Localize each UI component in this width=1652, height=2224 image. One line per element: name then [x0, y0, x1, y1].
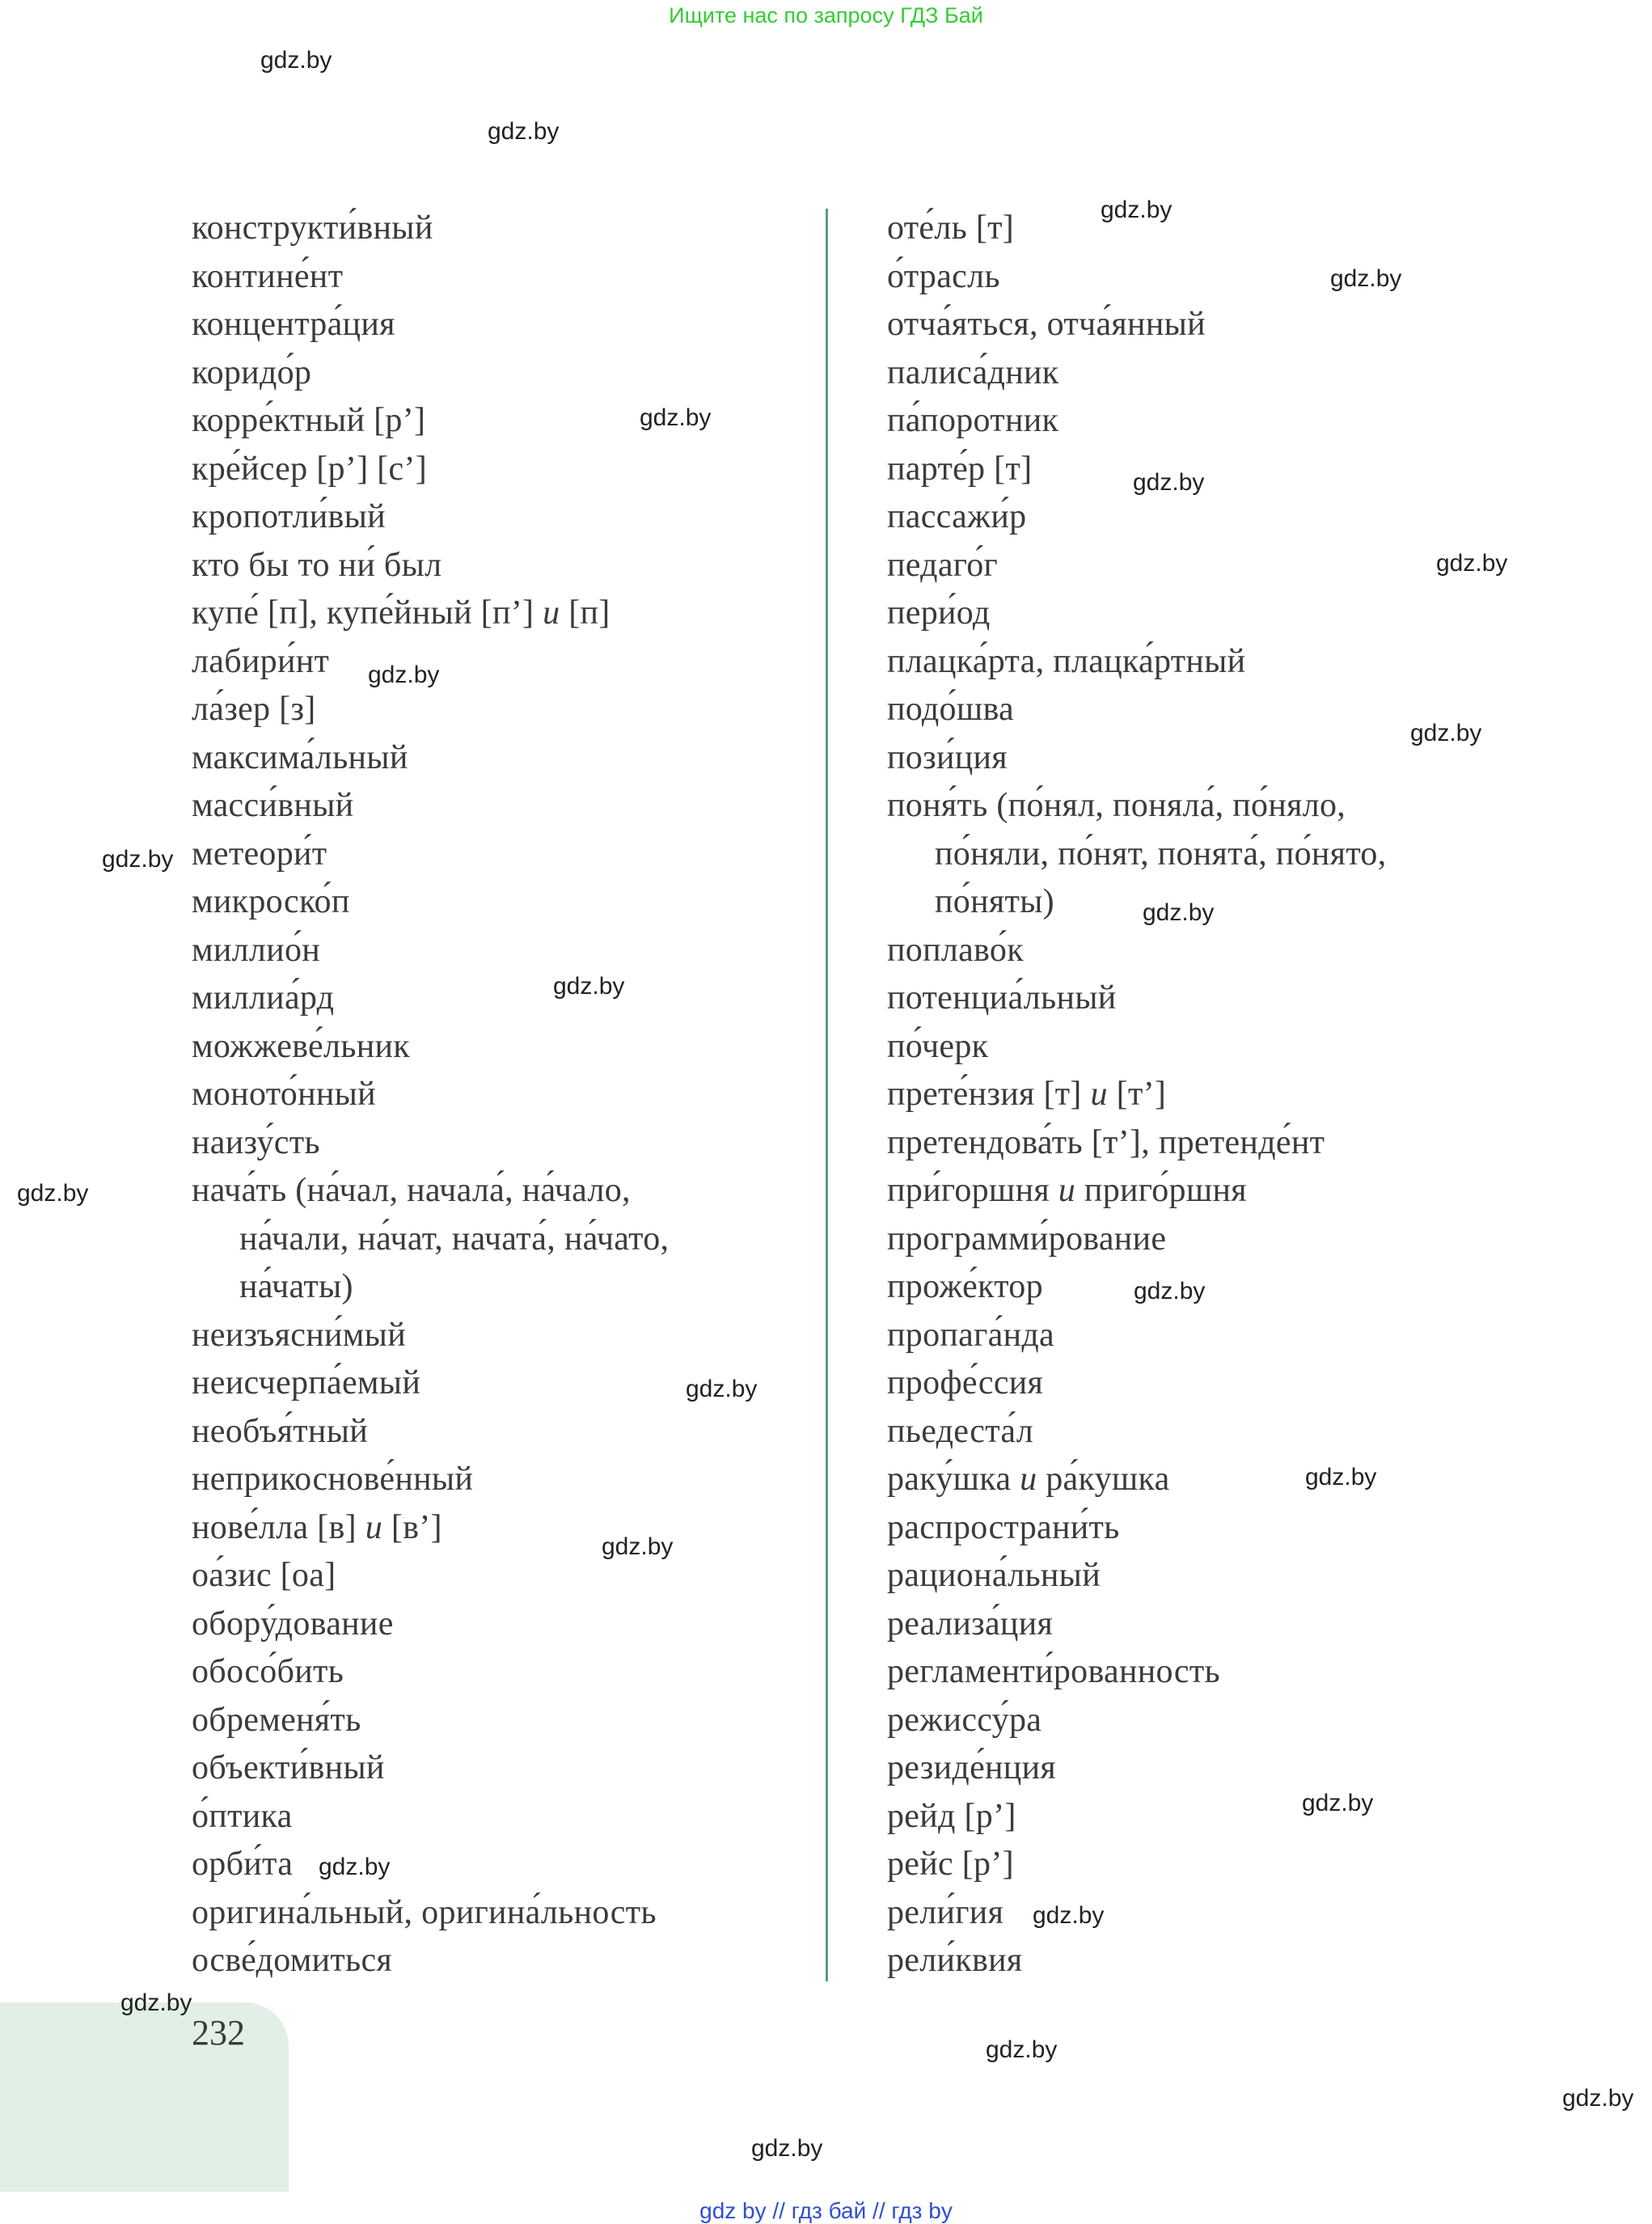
conjunction-i: и [1058, 1172, 1076, 1209]
dictionary-entry: проже́ктор [887, 1268, 1043, 1305]
column-divider [826, 209, 828, 1981]
watermark: gdz.by [1330, 265, 1402, 292]
dictionary-entry: кре́йсер [р’] [с’] [192, 450, 427, 488]
dictionary-entry: профе́ссия [887, 1364, 1044, 1402]
dictionary-entry: рейд [р’] [887, 1797, 1016, 1835]
dictionary-entry: объекти́вный [192, 1749, 385, 1786]
dictionary-entry: плацка́рта, плацка́ртный [887, 642, 1246, 680]
dictionary-entry: рели́гия [887, 1893, 1004, 1931]
dictionary-entry: прете́нзия [т] и [т’] [887, 1076, 1167, 1113]
conjunction-i: и [1020, 1461, 1037, 1498]
dictionary-entry: пропага́нда [887, 1316, 1054, 1354]
dictionary-entry: о́трасль [887, 257, 1000, 295]
dictionary-entry: необъя́тный [192, 1412, 369, 1450]
dictionary-entry: рациона́льный [887, 1557, 1101, 1594]
watermark: gdz.by [640, 404, 712, 431]
dictionary-entry: микроско́п [192, 883, 350, 920]
dictionary-entry: миллиа́рд [192, 979, 335, 1017]
watermark: gdz.by [1101, 197, 1172, 223]
watermark: gdz.by [1133, 469, 1205, 496]
dictionary-entry: обременя́ть [192, 1701, 361, 1739]
dictionary-entry: кто бы то ни́ был [192, 546, 442, 584]
dictionary-entry: по́черк [887, 1027, 989, 1065]
watermark: gdz.by [120, 1989, 192, 2016]
watermark: gdz.by [1305, 1464, 1377, 1490]
watermark: gdz.by [1410, 720, 1482, 746]
dictionary-entry: метеори́т [192, 835, 327, 873]
watermark: gdz.by [488, 118, 560, 145]
watermark: gdz.by [319, 1854, 391, 1880]
watermark: gdz.by [986, 2036, 1058, 2063]
watermark: gdz.by [1562, 2085, 1634, 2112]
dictionary-entry: поплаво́к [887, 931, 1024, 969]
conjunction-i: и [1090, 1076, 1108, 1113]
page-number-tab [0, 2002, 289, 2192]
watermark: gdz.by [1134, 1278, 1206, 1304]
dictionary-entry: по́няты) [935, 883, 1054, 920]
watermark: gdz.by [1436, 550, 1508, 577]
dictionary-entry: педаго́г [887, 546, 999, 584]
dictionary-entry: претендова́ть [т’], претенде́нт [887, 1123, 1325, 1161]
dictionary-entry: резиде́нция [887, 1749, 1056, 1786]
watermark: gdz.by [1033, 1902, 1105, 1929]
dictionary-entry: распространи́ть [887, 1508, 1120, 1546]
dictionary-entry: потенциа́льный [887, 979, 1117, 1017]
dictionary-entry: рели́квия [887, 1942, 1023, 1979]
conjunction-i: и [365, 1508, 382, 1546]
dictionary-entry: программи́рование [887, 1220, 1167, 1258]
watermark: gdz.by [17, 1180, 89, 1207]
dictionary-entry: при́горшня и приго́ршня [887, 1172, 1247, 1209]
dictionary-entry: купе́ [п], купе́йный [п’] и [п] [192, 594, 611, 632]
dictionary-entry: корре́ктный [р’] [192, 402, 426, 439]
dictionary-entry: отча́яться, отча́янный [887, 306, 1206, 343]
dictionary-entry: пьедеста́л [887, 1412, 1033, 1450]
page-number: 232 [192, 2013, 245, 2053]
dictionary-entry: осве́домиться [192, 1942, 393, 1979]
dictionary-entry: раку́шка и ра́кушка [887, 1461, 1170, 1498]
dictionary-entry: палиса́дник [887, 353, 1059, 391]
dictionary-entry: па́поротник [887, 402, 1059, 439]
watermark: gdz.by [602, 1533, 674, 1560]
dictionary-entry: пери́од [887, 594, 991, 632]
dictionary-entry: наизу́сть [192, 1123, 320, 1161]
dictionary-entry: реализа́ция [887, 1605, 1054, 1643]
conjunction-i: и [543, 594, 560, 632]
footer-links: gdz by // гдз бай // гдз by [699, 2198, 953, 2223]
dictionary-entry: коридо́р [192, 353, 312, 391]
dictionary-entry: лабири́нт [192, 642, 330, 680]
watermark: gdz.by [102, 846, 174, 873]
dictionary-entry: нача́ть (на́чал, начала́, на́чало, [192, 1172, 631, 1209]
watermark: gdz.by [368, 662, 440, 688]
watermark: gdz.by [1302, 1790, 1374, 1816]
dictionary-entry: пози́ция [887, 738, 1008, 776]
dictionary-entry: поня́ть (по́нял, поняла́, по́няло, [887, 787, 1346, 824]
watermark: gdz.by [1143, 899, 1215, 926]
watermark: gdz.by [260, 47, 332, 74]
dictionary-entry: оте́ль [т] [887, 209, 1015, 247]
dictionary-entry: кропотли́вый [192, 498, 386, 535]
dictionary-entry: на́чали, на́чат, начата́, на́чато, [239, 1220, 670, 1258]
watermark: gdz.by [553, 973, 625, 1000]
dictionary-entry: ла́зер [з] [192, 691, 316, 728]
dictionary-entry: концентра́ция [192, 306, 395, 343]
dictionary-entry: регламенти́рованность [887, 1653, 1220, 1690]
watermark: gdz.by [686, 1376, 758, 1402]
dictionary-entry: конструкти́вный [192, 209, 433, 247]
dictionary-entry: режиссу́ра [887, 1701, 1042, 1739]
dictionary-entry: контине́нт [192, 257, 344, 295]
dictionary-entry: масси́вный [192, 787, 354, 824]
dictionary-entry: по́няли, по́нят, понята́, по́нято, [935, 835, 1387, 873]
dictionary-entry: рейс [р’] [887, 1846, 1014, 1883]
dictionary-entry: моното́нный [192, 1076, 376, 1113]
dictionary-entry: неисчерпа́емый [192, 1364, 421, 1402]
dictionary-entry: на́чаты) [239, 1268, 353, 1305]
dictionary-entry: неприкоснове́нный [192, 1461, 474, 1498]
dictionary-entry: подо́шва [887, 691, 1014, 728]
dictionary-entry: оа́зис [оа] [192, 1557, 336, 1594]
dictionary-entry: неизъясни́мый [192, 1316, 406, 1354]
dictionary-entry: о́птика [192, 1797, 293, 1835]
word-column-left [192, 205, 669, 1985]
dictionary-entry: миллио́н [192, 931, 321, 969]
dictionary-entry: нове́лла [в] и [в’] [192, 1508, 442, 1546]
dictionary-entry: оригина́льный, оригина́льность [192, 1893, 657, 1931]
dictionary-entry: орби́та [192, 1846, 294, 1883]
dictionary-entry: максима́льный [192, 738, 408, 776]
top-banner: Ищите нас по запросу ГДЗ Бай [669, 3, 983, 27]
dictionary-entry: можжеве́льник [192, 1027, 410, 1065]
dictionary-entry: обосо́бить [192, 1653, 344, 1690]
dictionary-entry: обору́дование [192, 1605, 394, 1643]
dictionary-entry: парте́р [т] [887, 450, 1033, 488]
dictionary-entry: пассажи́р [887, 498, 1027, 535]
watermark: gdz.by [751, 2135, 823, 2162]
